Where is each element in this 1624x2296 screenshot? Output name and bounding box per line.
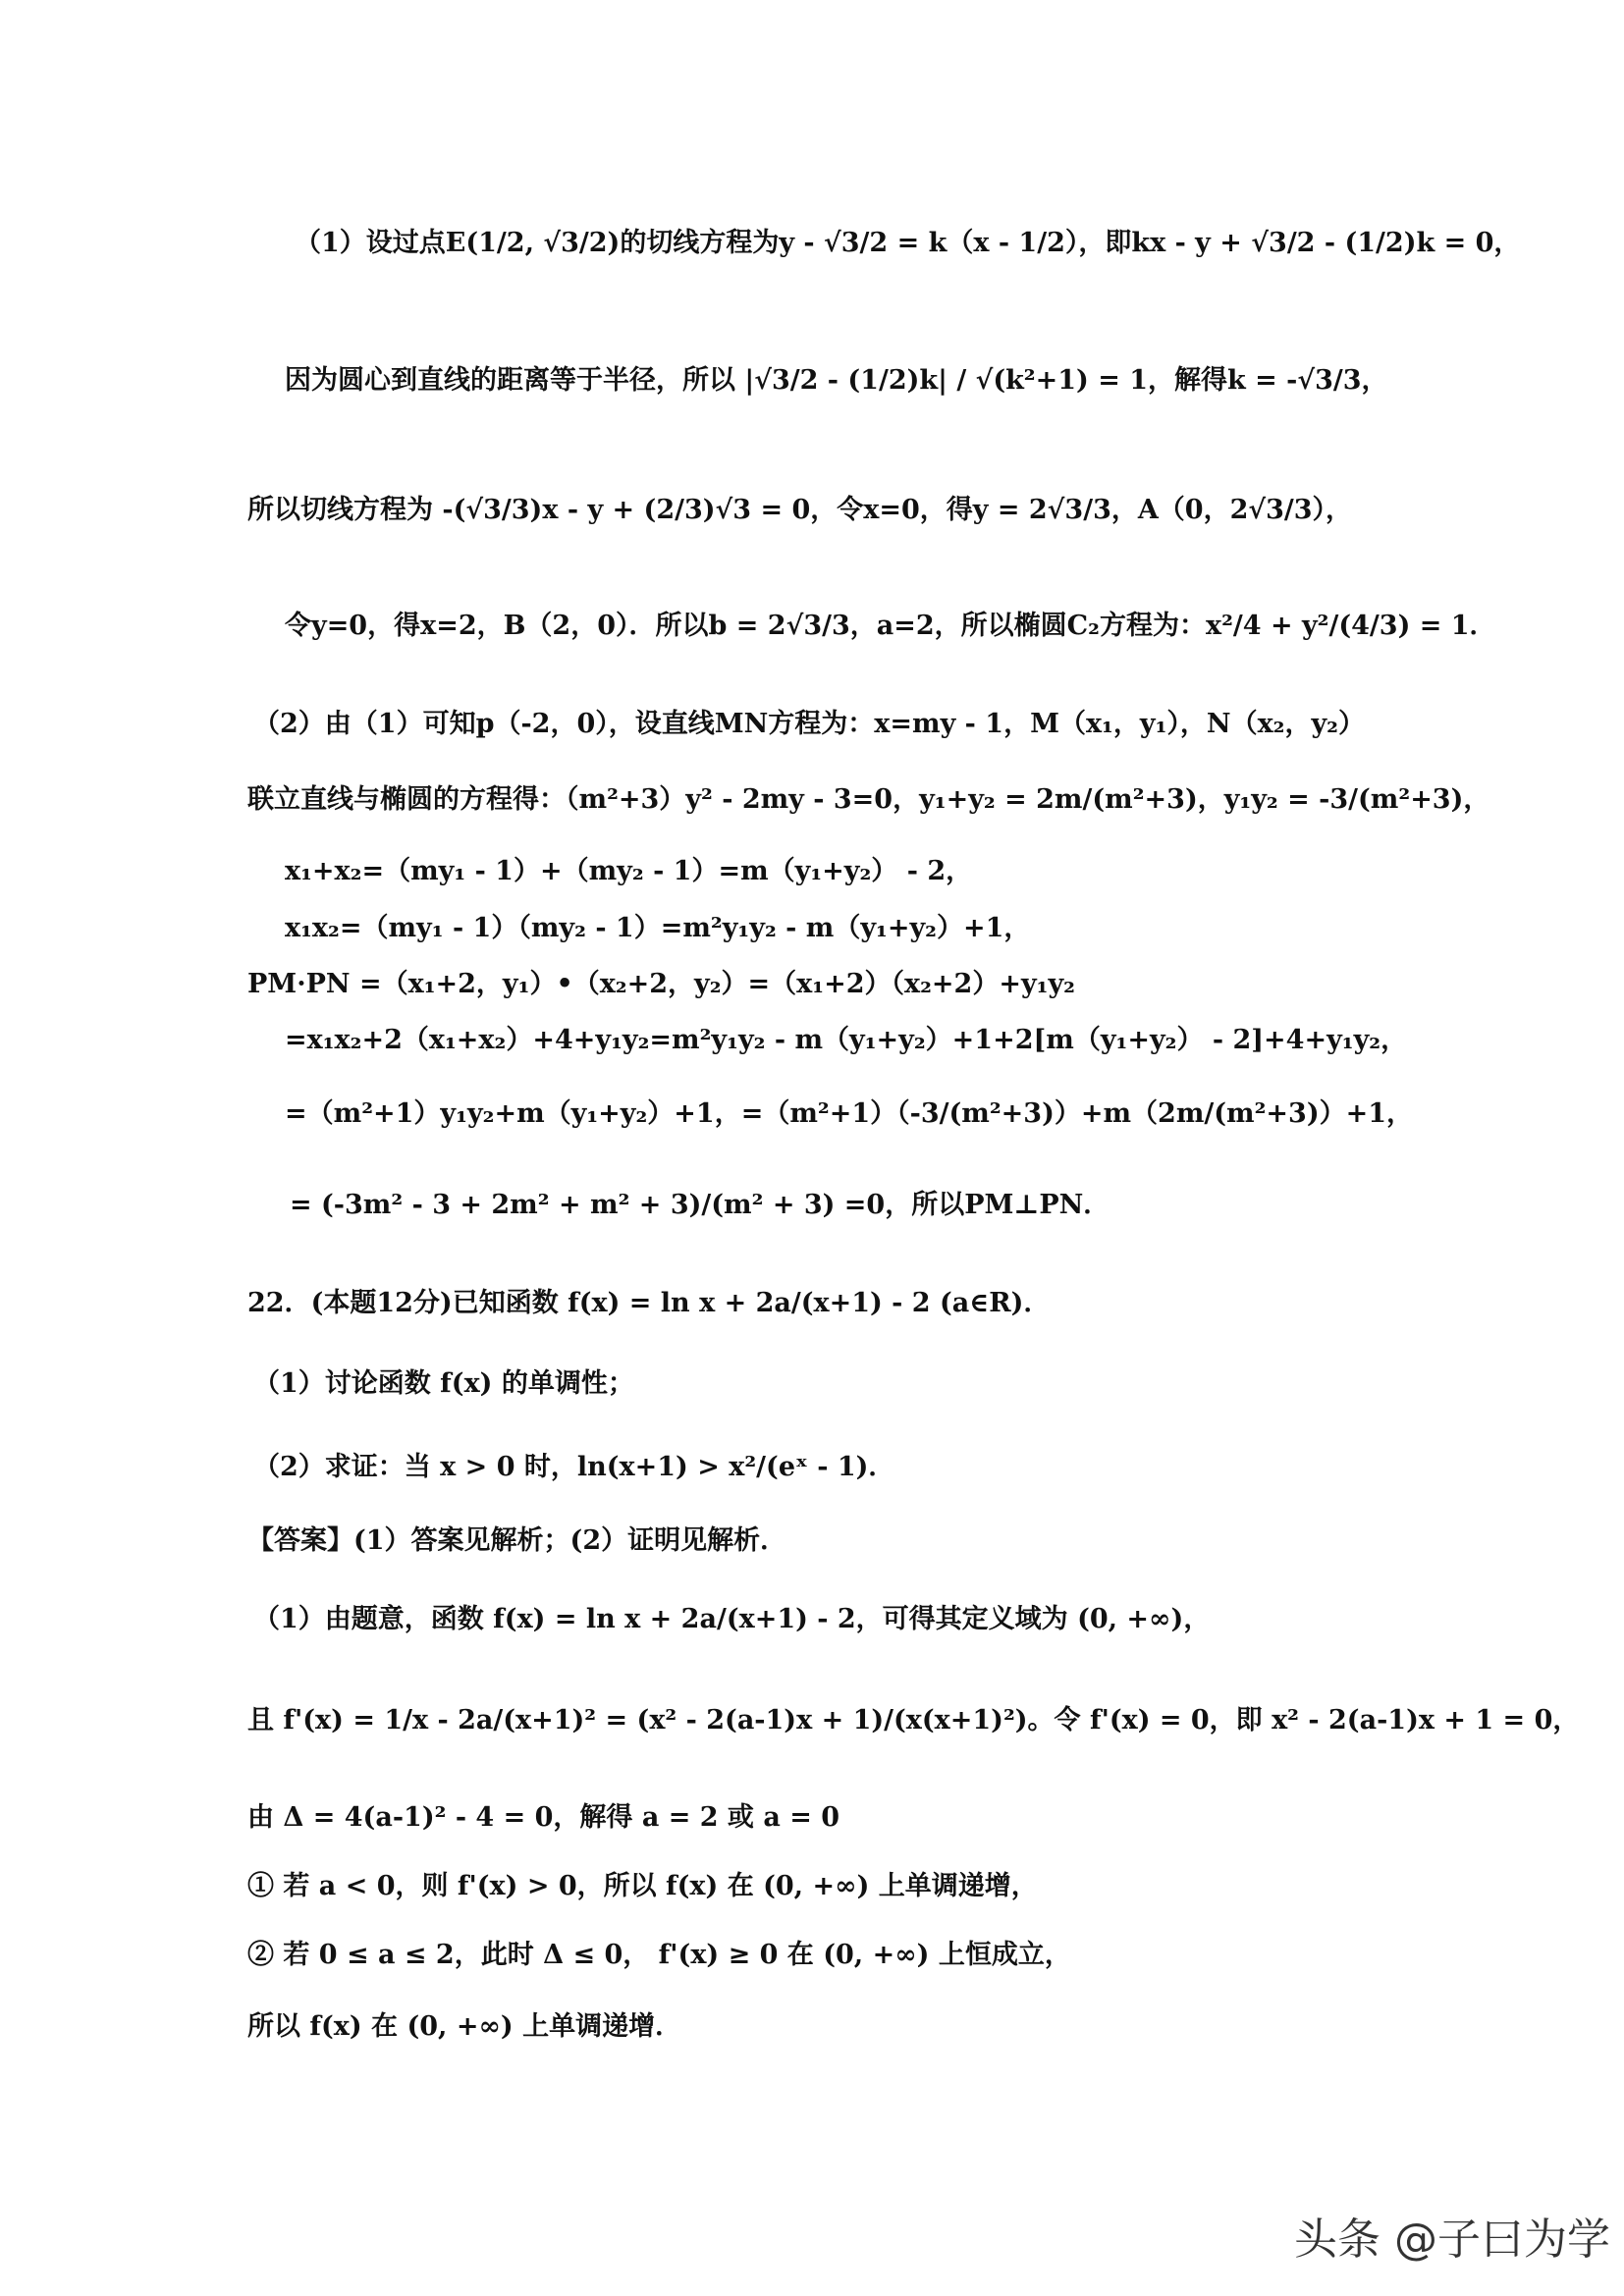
answer-case-2: ② 若 0 ≤ a ≤ 2，此时 Δ ≤ 0， f'(x) ≥ 0 在 (0, +∞) 上恒成立， — [247, 1940, 1071, 1970]
question-22-part-1: （1）讨论函数 f(x) 的单调性； — [253, 1368, 634, 1399]
solution-line-9: PM·PN =（x₁+2，y₁）•（x₂+2，y₂）=（x₁+2）（x₂+2）+y₁y₂ — [247, 969, 1075, 999]
solution-line-3: 所以切线方程为 -(√3/3)x - y + (2/3)√3 = 0，令x=0，得y = 2√3/3，A（0，2√3/3）， — [247, 495, 1353, 525]
solution-line-11: =（m²+1）y₁y₂+m（y₁+y₂）+1，=（m²+1）（-3/(m²+3)）+m（2m/(m²+3)）+1， — [285, 1098, 1414, 1129]
answer-conclusion: 所以 f(x) 在 (0, +∞) 上单调递增． — [247, 2011, 682, 2042]
solution-line-6: 联立直线与椭圆的方程得：（m²+3）y² - 2my - 3=0，y₁+y₂ = 2m/(m²+3)，y₁y₂ = -3/(m²+3)， — [247, 784, 1490, 815]
question-22-part-2: （2）求证：当 x > 0 时，ln(x+1) > x²/(eˣ - 1)． — [253, 1452, 895, 1482]
answer-line-1: （1）由题意，函数 f(x) = ln x + 2a/(x+1) - 2，可得其定义域为 (0, +∞)， — [253, 1604, 1211, 1634]
solution-line-12: = (-3m² - 3 + 2m² + m² + 3)/(m² + 3) =0，所以PM⊥PN． — [290, 1190, 1110, 1220]
solution-line-2: 因为圆心到直线的距离等于半径，所以 |√3/2 - (1/2)k| / √(k²+1) = 1，解得k = -√3/3， — [285, 365, 1388, 396]
solution-line-10: =x₁x₂+2（x₁+x₂）+4+y₁y₂=m²y₁y₂ - m（y₁+y₂）+1+2[m（y₁+y₂） - 2]+4+y₁y₂， — [285, 1025, 1408, 1055]
solution-line-7: x₁+x₂=（my₁ - 1）+（my₂ - 1）=m（y₁+y₂） - 2， — [285, 856, 973, 886]
answer-case-1: ① 若 a < 0，则 f'(x) > 0，所以 f(x) 在 (0, +∞) 上单调递增， — [247, 1871, 1038, 1901]
solution-line-4: 令y=0，得x=2，B（2，0）．所以b = 2√3/3，a=2，所以椭圆C₂方程为：x²/4 + y²/(4/3) = 1． — [285, 611, 1496, 641]
question-22-title: 22．(本题12分)已知函数 f(x) = ln x + 2a/(x+1) - 2 (a∈R)． — [247, 1288, 1051, 1318]
answer-line-3: 由 Δ = 4(a-1)² - 4 = 0，解得 a = 2 或 a = 0 — [247, 1802, 840, 1833]
answer-line-2: 且 f'(x) = 1/x - 2a/(x+1)² = (x² - 2(a-1)x + 1)/(x(x+1)²)。令 f'(x) = 0，即 x² - 2(a-1)x + 1 = 0， — [247, 1705, 1580, 1735]
answer-heading: 【答案】(1）答案见解析；(2）证明见解析． — [247, 1525, 787, 1556]
solution-line-1: （1）设过点E(1/2, √3/2)的切线方程为y - √3/2 = k（x - 1/2），即kx - y + √3/2 - (1/2)k = 0， — [295, 228, 1521, 258]
watermark: 头条 @子曰为学 — [1294, 2215, 1610, 2265]
solution-line-8: x₁x₂=（my₁ - 1）（my₂ - 1）=m²y₁y₂ - m（y₁+y₂）+1， — [285, 913, 1031, 943]
solution-line-5: （2）由（1）可知p（-2，0），设直线MN方程为：x=my - 1，M（x₁，y₁），N（x₂，y₂） — [253, 709, 1366, 739]
